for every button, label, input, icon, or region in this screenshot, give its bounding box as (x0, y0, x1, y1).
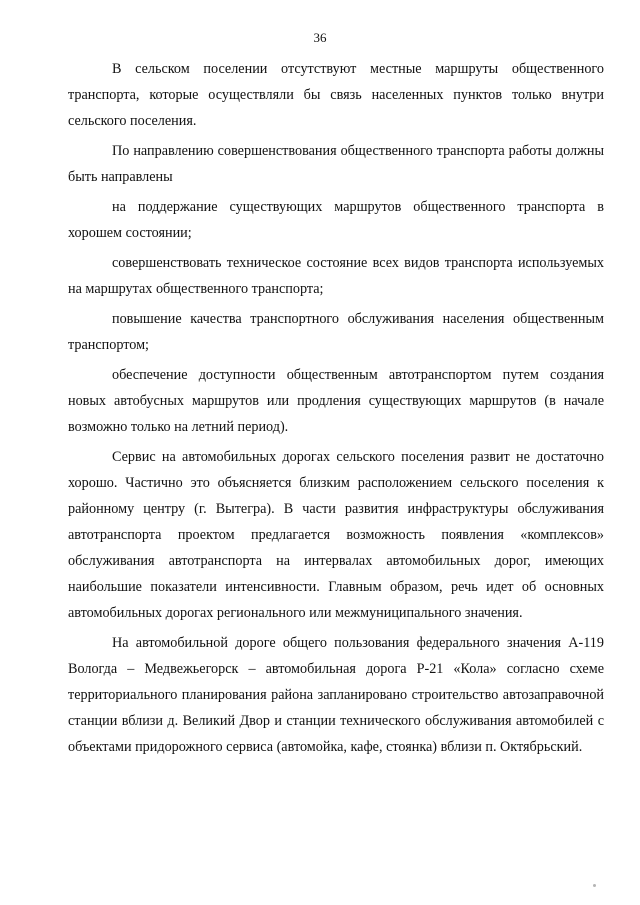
paragraph-service-quality: повышение качества транспортного обслуживания населения общественным транспортом; (68, 311, 604, 353)
paragraph-route-maintenance: на поддержание существующих маршрутов общественного транспорта в хорошем состоянии; (68, 199, 604, 241)
paragraph-transport-improvement: По направлению совершенствования общественного транспорта работы должны быть направлены (68, 143, 604, 185)
paragraph-technical-condition: совершенствовать техническое состояние всех видов транспорта используемых на маршрутах общественного транспорта; (68, 255, 604, 297)
page-number: 36 (313, 30, 327, 45)
scan-dot-mark (593, 884, 596, 887)
paragraph-accessibility: обеспечение доступности общественным автотранспортом путем создания новых автобусных маршрутов или продления существующих маршрутов (в начале возможно только на летний период). (68, 367, 604, 435)
paragraph-local-routes: В сельском поселении отсутствуют местные маршруты общественного транспорта, которые осуществляли бы связь населенных пунктов только внутри сельского поселения. (68, 61, 604, 129)
document-body (68, 56, 604, 764)
paragraph-road-service: Сервис на автомобильных дорогах сельского поселения развит не достаточно хорошо. Частично это объясняется близким расположением сельского поселения к районному центру (г. Вытегра). В части развития инфраструктуры обслуживания автотранспорта проектом предлагается возможность появления «комплексов» обслуживания автотранспорта на интервалах автомобильных дорог, имеющих наибольшие показатели интенсивности. Главным образом, речь идет об основных автомобильных дорогах регионального или межмуниципального значения. (68, 449, 604, 621)
paragraph-federal-road: На автомобильной дороге общего пользования федерального значения А-119 Вологда – Медвежьегорск – автомобильная дорога Р-21 «Кола» согласно схеме территориального планирования района запланировано строительство автозаправочной станции вблизи д. Великий Двор и станции технического обслуживания автомобилей с объектами придорожного сервиса (автомойка, кафе, стоянка) вблизи п. Октябрьский. (68, 635, 604, 755)
